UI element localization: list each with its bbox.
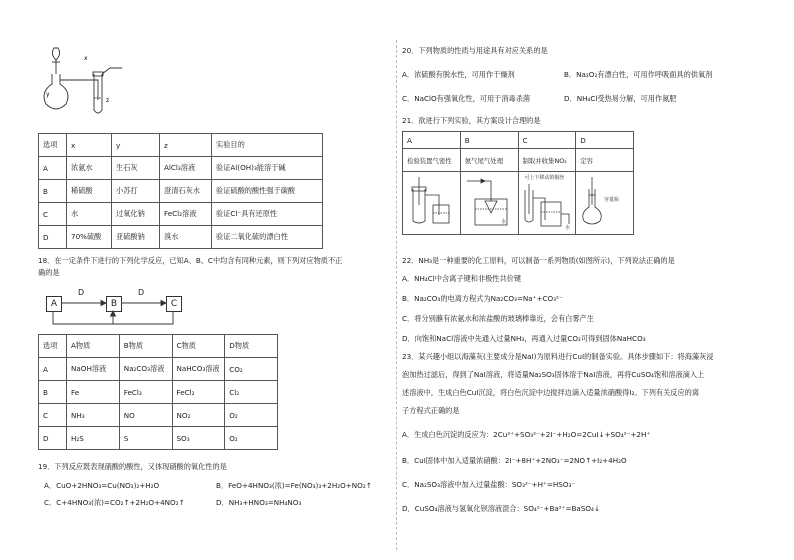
table-row <box>39 404 278 427</box>
table-row <box>39 157 323 180</box>
table-row <box>39 358 278 381</box>
cell: 验证二氧化硫的漂白性 <box>212 226 323 249</box>
q19-option-a: A．CuO+2HNO₃=Cu(NO₃)₂+H₂O <box>44 481 160 490</box>
q20-option-b: B．Na₂O₂有漂白性，可用作呼吸面具的供氧剂 <box>564 70 713 79</box>
q23-option-a: A．生成白色沉淀的反应为：2Cu²⁺+SO₃²⁻+2I⁻+H₂O=2CuI↓+SO₄²⁻+2H⁺ <box>402 430 651 439</box>
header-cell: B物质 <box>119 335 172 358</box>
cell: 澄清石灰水 <box>160 180 212 203</box>
cell: O₂ <box>225 404 278 427</box>
q19-stem: 19．下列反应既表现硝酸的酸性，又体现硝酸的氧化性的是 <box>38 462 227 471</box>
apparatus-figure <box>38 40 128 120</box>
column-divider <box>396 40 397 550</box>
table-row <box>39 226 323 249</box>
header-cell: z <box>160 134 212 157</box>
table-row <box>39 203 323 226</box>
cell: 氨气尾气处理 <box>460 149 518 172</box>
q23-option-c: C．Na₂SO₃溶液中加入过量盐酸：SO₃²⁻+H⁺=HSO₃⁻ <box>402 480 576 489</box>
arrow-label-d1: D <box>78 288 85 297</box>
volumetric-flask-icon <box>578 175 630 229</box>
reaction-arrows <box>46 290 196 330</box>
table-row <box>39 427 278 450</box>
cell: 检验装置气密性 <box>403 149 461 172</box>
cell: NO <box>119 404 172 427</box>
q18-stem-line1: 18．在一定条件下进行的下列化学反应，已知A、B、C中均含有同种元素，则下列对应物质不正 <box>38 256 343 265</box>
q19-option-d: D．NH₃+HNO₃=NH₄NO₃ <box>216 498 302 507</box>
header-cell: 实验目的 <box>212 134 323 157</box>
cell: SO₃ <box>172 427 225 450</box>
ammonia-absorption-icon <box>463 175 515 229</box>
cell: 稀硫酸 <box>67 180 112 203</box>
cell: H₂S <box>67 427 120 450</box>
table-row <box>403 149 634 172</box>
cell: NH₃ <box>67 404 120 427</box>
diagram-box-a: A <box>46 296 62 312</box>
cell: 过氧化钠 <box>112 203 160 226</box>
table-q18 <box>38 334 278 450</box>
label-water-c: 水 <box>564 225 570 230</box>
cell: 70%硫酸 <box>67 226 112 249</box>
cell: CO₂ <box>225 358 278 381</box>
table-row <box>39 381 278 404</box>
header-cell: x <box>67 134 112 157</box>
q23-option-d: D．CuSO₄溶液与氢氧化钡溶液混合：SO₄²⁻+Ba²⁺=BaSO₄↓ <box>402 504 600 513</box>
cell: NaHCO₃溶液 <box>172 358 225 381</box>
cell: A <box>39 358 67 381</box>
q23-stem-line1: 23．某兴趣小组以海藻灰(主要成分是NaI)为原料进行CuI的制备实验。具体步骤如下：将海藻灰浸 <box>402 352 714 361</box>
q22-option-d: D．向饱和NaCl溶液中先通入过量NH₃，再通入过量CO₂可得到固体NaHCO₃ <box>402 334 646 343</box>
cell: Fe <box>67 381 120 404</box>
arrow-label-d2: D <box>138 288 145 297</box>
q20-option-c: C．NaClO有强氧化性，可用于消毒杀菌 <box>402 94 531 103</box>
header-cell: 选项 <box>39 335 67 358</box>
header-cell: B <box>460 132 518 149</box>
cell: 验证Cl⁻具有还原性 <box>212 203 323 226</box>
cell: AlCl₃溶液 <box>160 157 212 180</box>
table-q21 <box>402 131 634 235</box>
q22-option-b: B．Na₂CO₃的电离方程式为Na₂CO₃=Na⁺+CO₃²⁻ <box>402 294 563 303</box>
table-header-row <box>39 335 278 358</box>
cell: NO₂ <box>172 404 225 427</box>
cell: S <box>119 427 172 450</box>
q19-option-b: B．FeO+4HNO₃(浓)=Fe(NO₃)₃+2H₂O+NO₂↑ <box>216 481 372 490</box>
table-header-row <box>39 134 323 157</box>
cell: Na₂CO₃溶液 <box>119 358 172 381</box>
q23-stem-line2: 泡加热过滤后，得到了NaI溶液，将适量Na₂SO₃固体溶于NaI溶液，再将CuSO₄饱和溶液滴入上 <box>402 370 705 379</box>
cell: FeCl₂ <box>172 381 225 404</box>
cell-picture-c <box>518 172 576 235</box>
cell: 溴水 <box>160 226 212 249</box>
label-movable-copper-wire: 可上下移动的铜丝 <box>524 175 565 181</box>
cell: 定容 <box>576 149 634 172</box>
cell: NaOH溶液 <box>67 358 120 381</box>
q23-stem-line3: 述溶液中，生成白色CuI沉淀，将白色沉淀中边搅拌边滴入适量浓硝酸得I₂。下列有关反应的离 <box>402 388 700 397</box>
cell: 生石灰 <box>112 157 160 180</box>
header-cell: C <box>518 132 576 149</box>
q22-option-c: C．将分别蘸有浓氨水和浓盐酸的玻璃棒靠近，会有白雾产生 <box>402 314 594 323</box>
header-cell: 选项 <box>39 134 67 157</box>
header-cell: D物质 <box>225 335 278 358</box>
cell-picture-b <box>460 172 518 235</box>
label-y: y <box>46 91 50 98</box>
header-cell: y <box>112 134 160 157</box>
q23-option-b: B．CuI固体中加入适量浓硝酸：2I⁻+8H⁺+2NO₃⁻=2NO↑+I₂+4H₂O <box>402 456 627 465</box>
cell: O₂ <box>225 427 278 450</box>
cell: B <box>39 180 67 203</box>
cell: C <box>39 203 67 226</box>
cell: D <box>39 427 67 450</box>
label-x: x <box>84 55 88 62</box>
q18-stem-line2: 确的是 <box>38 268 60 277</box>
header-cell: A物质 <box>67 335 120 358</box>
q22-stem: 22．NH₃是一种重要的化工原料，可以制备一系列物质(如图所示)，下列说法正确的是 <box>402 256 675 265</box>
q19-option-c: C．C+4HNO₃(浓)=CO₂↑+2H₂O+4NO₂↑ <box>44 498 185 507</box>
diagram-box-b: B <box>106 296 122 312</box>
table-row <box>403 172 634 235</box>
cell: D <box>39 226 67 249</box>
q20-stem: 20．下列物质的性质与用途具有对应关系的是 <box>402 46 548 55</box>
cell: C <box>39 404 67 427</box>
table-q17 <box>38 133 323 249</box>
cell: 制取并收集NO₂ <box>518 149 576 172</box>
q23-stem-line4: 子方程式正确的是 <box>402 406 460 415</box>
gas-tightness-apparatus-icon <box>405 175 457 229</box>
cell: Cl₂ <box>225 381 278 404</box>
label-water-b: 水 <box>500 219 506 225</box>
q20-option-d: D．NH₄Cl受热易分解，可用作氮肥 <box>564 94 677 103</box>
label-z: z <box>106 97 110 104</box>
cell: 验证Al(OH)₃能溶于碱 <box>212 157 323 180</box>
cell: 小苏打 <box>112 180 160 203</box>
q21-stem: 21．欲进行下列实验，其方案设计合理的是 <box>402 116 541 125</box>
cell-picture-d <box>576 172 634 235</box>
cell: 亚硫酸钠 <box>112 226 160 249</box>
label-volumetric-flask: 容量瓶 <box>604 197 620 203</box>
table-row <box>39 180 323 203</box>
cell: FeCl₃ <box>119 381 172 404</box>
q22-option-a: A．NH₄Cl中含离子键和非极性共价键 <box>402 274 522 283</box>
cell: B <box>39 381 67 404</box>
cell: 水 <box>67 203 112 226</box>
cell: 验证硫酸的酸性强于碳酸 <box>212 180 323 203</box>
no2-apparatus-icon <box>521 184 576 230</box>
cell: A <box>39 157 67 180</box>
cell: FeCl₂溶液 <box>160 203 212 226</box>
diagram-box-c: C <box>166 296 182 312</box>
header-cell: A <box>403 132 461 149</box>
table-header-row <box>403 132 634 149</box>
header-cell: C物质 <box>172 335 225 358</box>
cell: 浓氨水 <box>67 157 112 180</box>
cell-picture-a <box>403 172 461 235</box>
header-cell: D <box>576 132 634 149</box>
q20-option-a: A．浓硫酸有脱水性，可用作干燥剂 <box>402 70 515 79</box>
